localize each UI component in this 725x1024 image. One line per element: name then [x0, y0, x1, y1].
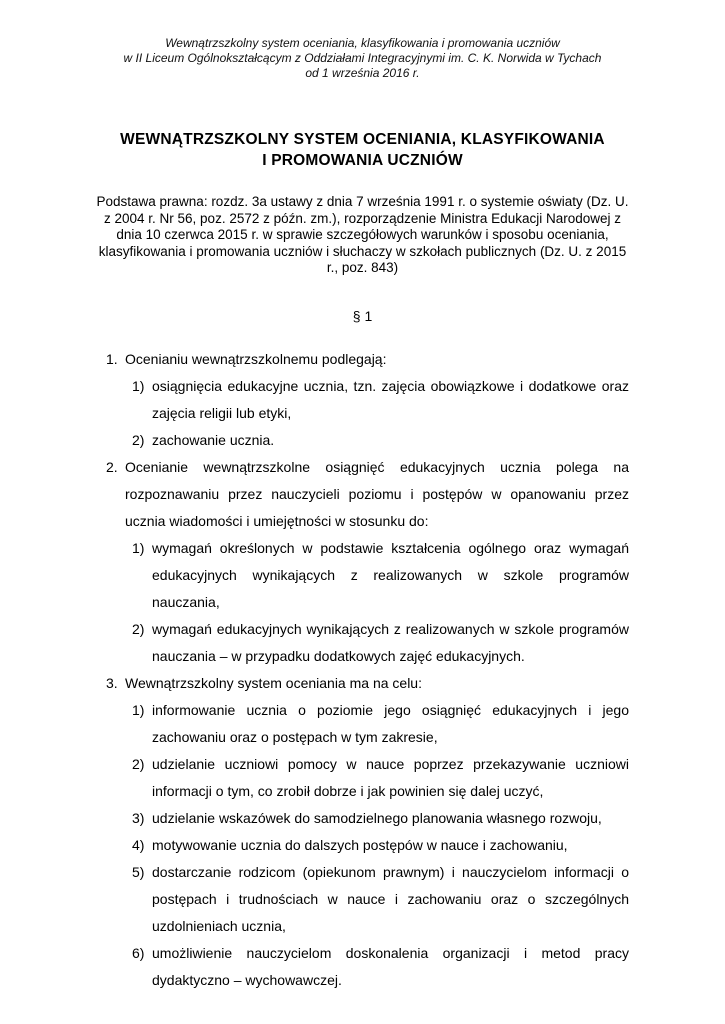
subitem-number: 1)	[132, 539, 145, 556]
list-subitem	[96, 751, 629, 805]
item-number: 1.	[106, 350, 118, 367]
item-text: Wewnątrzszkolny system oceniania ma na celu:	[125, 674, 422, 691]
list-subitem	[96, 616, 629, 670]
list-item	[96, 346, 629, 373]
subitem-number: 2)	[132, 755, 145, 772]
subitem-number: 2)	[132, 431, 145, 448]
subitem-number: 4)	[132, 836, 145, 853]
item-text: Ocenianiu wewnątrzszkolnemu podlegają:	[125, 350, 387, 367]
list-item	[96, 454, 629, 535]
subitem-number: 2)	[132, 620, 145, 637]
legal-basis-paragraph: Podstawa prawna: rozdz. 3a ustawy z dnia 7 września 1991 r. o systemie oświaty (Dz. U. z 2004 r. Nr 56, poz. 2572 z późn. zm.), rozporządzenie Ministra Edukacji Narodowej z dnia 10 czerwca 2015 r. w sprawie szczegółowych warunków i sposobu oceniania, klasyfikowania i promowania uczniów i słuchaczy w szkołach publicznych (Dz. U. z 2015 r., poz. 843)	[96, 194, 629, 275]
subitem-text: zachowanie ucznia.	[152, 431, 275, 448]
subitem-text: udzielanie wskazówek do samodzielnego planowania własnego rozwoju,	[152, 809, 602, 826]
document-header	[96, 36, 629, 81]
subitem-number: 5)	[132, 863, 145, 880]
subitem-text: udzielanie uczniowi pomocy w nauce poprzez przekazywanie uczniowi informacji o tym, co zrobił dobrze i jak powinien się dalej uczyć,	[152, 755, 629, 799]
subitem-text: osiągnięcia edukacyjne ucznia, tzn. zajęcia obowiązkowe i dodatkowe oraz zajęcia religii lub etyki,	[152, 377, 629, 421]
section-heading: § 1	[352, 307, 373, 324]
subitem-text: wymagań edukacyjnych wynikających z realizowanych w szkole programów nauczania – w przypadku dodatkowych zajęć edukacyjnych.	[152, 620, 629, 664]
item-number: 2.	[106, 458, 118, 475]
list-subitem	[96, 832, 629, 859]
list-subitem	[96, 697, 629, 751]
subitem-number: 1)	[132, 701, 145, 718]
list-subitem	[96, 373, 629, 427]
subitem-text: wymagań określonych w podstawie kształcenia ogólnego oraz wymagań edukacyjnych wynikających z realizowanych w szkole programów nauczania,	[152, 539, 629, 610]
title-line-2: I PROMOWANIA UCZNIÓW	[262, 152, 463, 169]
list-item	[96, 670, 629, 697]
list-subitem	[96, 940, 629, 994]
subitem-number: 6)	[132, 944, 145, 961]
subitem-number: 1)	[132, 377, 145, 394]
subitem-number: 3)	[132, 809, 145, 826]
list-subitem	[96, 805, 629, 832]
subitem-text: umożliwienie nauczycielom doskonalenia organizacji i metod pracy dydaktyczno – wychowawczej.	[152, 944, 629, 988]
item-text: Ocenianie wewnątrzszkolne osiągnięć edukacyjnych ucznia polega na rozpoznawaniu przez nauczycieli poziomu i postępów w opanowaniu przez ucznia wiadomości i umiejętności w stosunku do:	[125, 458, 629, 529]
list-subitem	[96, 535, 629, 616]
subitem-text: dostarczanie rodzicom (opiekunom prawnym) i nauczycielom informacji o postępach i trudnościach w nauce i zachowaniu oraz o szczególnych uzdolnieniach ucznia,	[152, 863, 629, 934]
numbered-list	[96, 346, 629, 994]
list-subitem	[96, 859, 629, 940]
subitem-text: informowanie ucznia o poziomie jego osiągnięć edukacyjnych i jego zachowaniu oraz o postępach w tym zakresie,	[152, 701, 629, 745]
item-number: 3.	[106, 674, 118, 691]
title-line-1: WEWNĄTRZSZKOLNY SYSTEM OCENIANIA, KLASYFIKOWANIA	[120, 131, 605, 148]
subitem-text: motywowanie ucznia do dalszych postępów w nauce i zachowaniu,	[152, 836, 568, 853]
header-line-2: w II Liceum Ogólnokształcącym z Oddziałami Integracyjnymi im. C. K. Norwida w Tychach	[123, 51, 602, 65]
header-line-1: Wewnątrzszkolny system oceniania, klasyfikowania i promowania uczniów	[165, 36, 560, 50]
header-line-3: od 1 września 2016 r.	[305, 66, 420, 80]
list-subitem	[96, 427, 629, 454]
document-title	[96, 129, 629, 171]
